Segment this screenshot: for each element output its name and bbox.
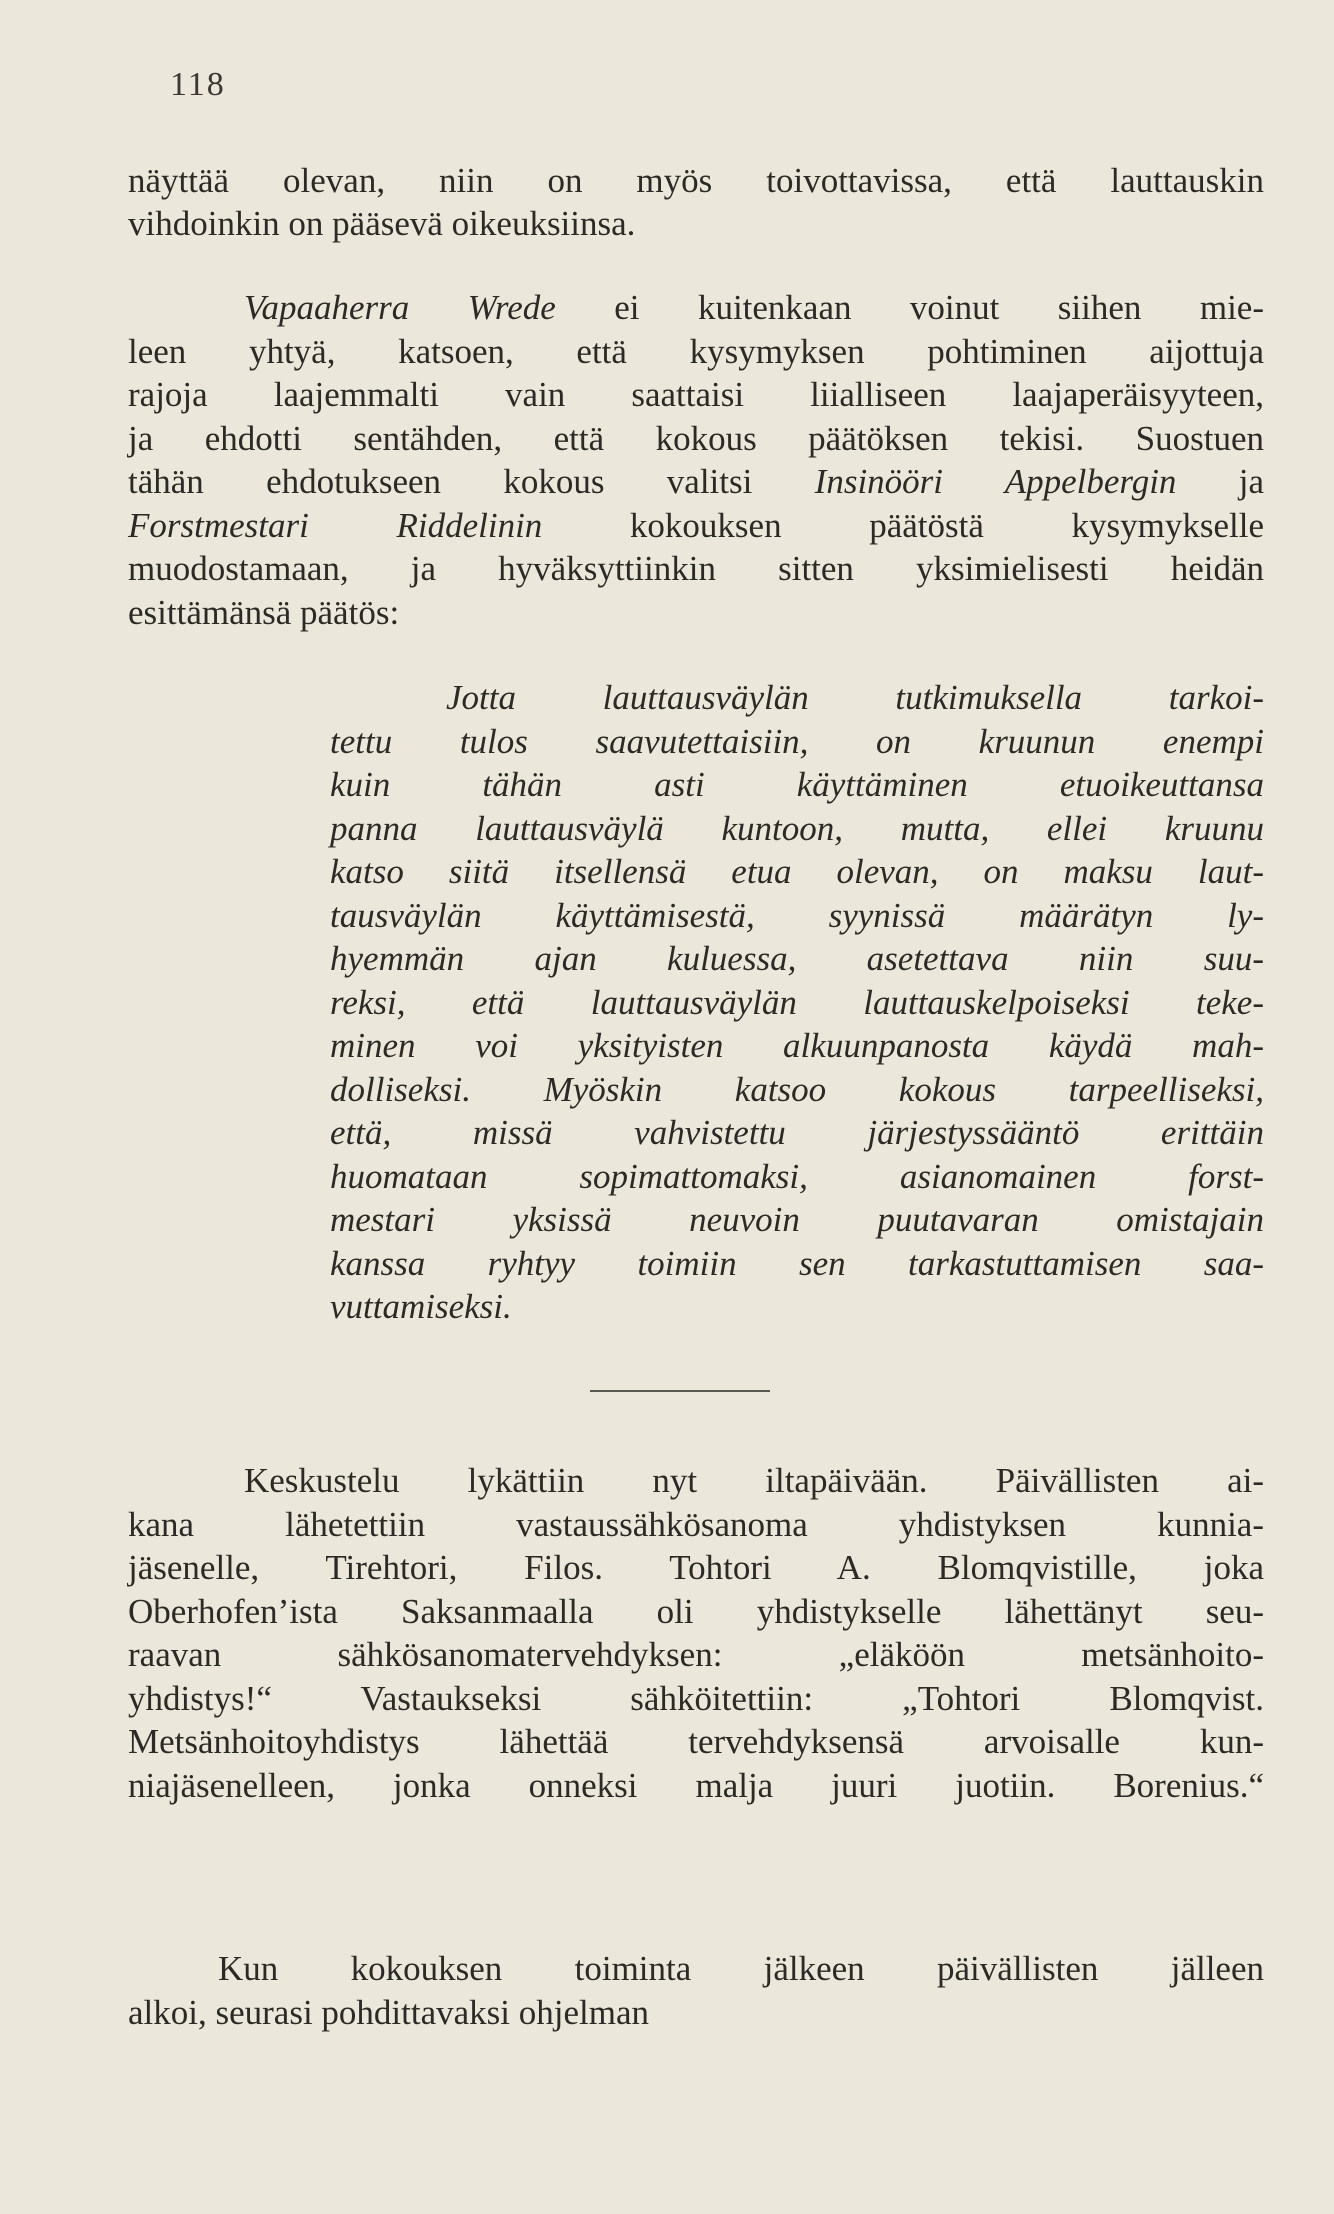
page-number: 118 [170,66,226,103]
quote-line: hyemmän ajan kuluessa, asetettava niin suu- [330,939,1264,978]
line-text: ei kuitenkaan voinut siihen mie- [555,288,1264,327]
person-name: Forstmestari Riddelinin [128,506,543,545]
quote-line: reksi, että lauttausväylän lauttauskelpoiseksi teke- [330,983,1264,1022]
line-text: esittämänsä päätös: [128,593,400,632]
quote-line: vuttamiseksi. [330,1287,512,1326]
line-text: ja [1176,462,1264,501]
paragraph-line: raavan sähkösanomatervehdyksen: „eläköön metsänhoito- [128,1635,1264,1674]
paragraph-line: Keskustelu lykättiin nyt iltapäivään. Päivällisten ai- [244,1461,1264,1500]
paragraph-line: alkoi, seurasi pohdittavaksi ohjelman [128,1993,650,2032]
paragraph-line [128,331,1264,373]
quote-line: että, missä vahvistettu järjestyssääntö erittäin [330,1113,1264,1152]
person-name: Vapaaherra Wrede [244,288,556,327]
line-text: ja ehdotti sentähden, että kokous päätöksen tekisi. Suostuen [128,419,1264,458]
line-text: kokouksen päätöstä kysymykselle [542,506,1265,545]
paragraph-line [244,287,1264,329]
quote-line: kanssa ryhtyy toimiin sen tarkastuttamisen saa- [330,1244,1264,1283]
quote-line: huomataan sopimattomaksi, asianomainen forst- [330,1157,1264,1196]
quote-line: katso siitä itsellensä etua olevan, on maksu laut- [330,852,1264,891]
paragraph-line [128,548,1264,590]
paragraph-line: jäsenelle, Tirehtori, Filos. Tohtori A. Blomqvistille, joka [128,1548,1264,1587]
paragraph-line [128,374,1264,416]
paragraph-line: yhdistys!“ Vastaukseksi sähköitettiin: „Tohtori Blomqvist. [128,1679,1264,1718]
quote-line: mestari yksissä neuvoin puutavaran omistajain [330,1200,1264,1239]
line-text: leen yhtyä, katsoen, että kysymyksen pohtiminen aijottuja [128,332,1264,371]
paragraph-line: Oberhofen’ista Saksanmaalla oli yhdistykselle lähettänyt seu- [128,1592,1264,1631]
paragraph-line: Metsänhoitoyhdistys lähettää tervehdyksensä arvoisalle kun- [128,1722,1264,1761]
paragraph-line: Kun kokouksen toiminta jälkeen päivällisten jälleen [218,1949,1264,1988]
paragraph-line [128,461,1264,503]
line-text: rajoja laajemmalti vain saattaisi liialliseen laajaperäisyyteen, [128,375,1264,414]
paragraph-line: näyttää olevan, niin on myös toivottavissa, että lauttauskin [128,161,1264,200]
quote-line: panna lauttausväylä kuntoon, mutta, ellei kruunu [330,809,1264,848]
paragraph-line: vihdoinkin on pääsevä oikeuksiinsa. [128,204,636,243]
paragraph-line [128,592,399,634]
quote-line: tausväylän käyttämisestä, syynissä määrätyn ly- [330,896,1264,935]
quote-line: kuin tähän asti käyttäminen etuoikeuttansa [330,765,1264,804]
person-name: Insinööri Appelbergin [814,462,1177,501]
paragraph-line [128,418,1264,460]
quote-line: Jotta lauttausväylän tutkimuksella tarkoi- [446,678,1264,717]
paragraph-line: kana lähetettiin vastaussähkösanoma yhdistyksen kunnia- [128,1505,1264,1544]
line-text: tähän ehdotukseen kokous valitsi [128,462,815,501]
paragraph-line: niajäsenelleen, jonka onneksi malja juuri juotiin. Borenius.“ [128,1766,1264,1805]
section-divider [590,1390,770,1392]
quote-line: dolliseksi. Myöskin katsoo kokous tarpeelliseksi, [330,1070,1264,1109]
quote-line: tettu tulos saavutettaisiin, on kruunun enempi [330,722,1264,761]
line-text: muodostamaan, ja hyväksyttiinkin sitten yksimielisesti heidän [128,549,1264,588]
quote-line: minen voi yksityisten alkuunpanosta käydä mah- [330,1026,1264,1065]
paragraph-line [128,505,1264,547]
